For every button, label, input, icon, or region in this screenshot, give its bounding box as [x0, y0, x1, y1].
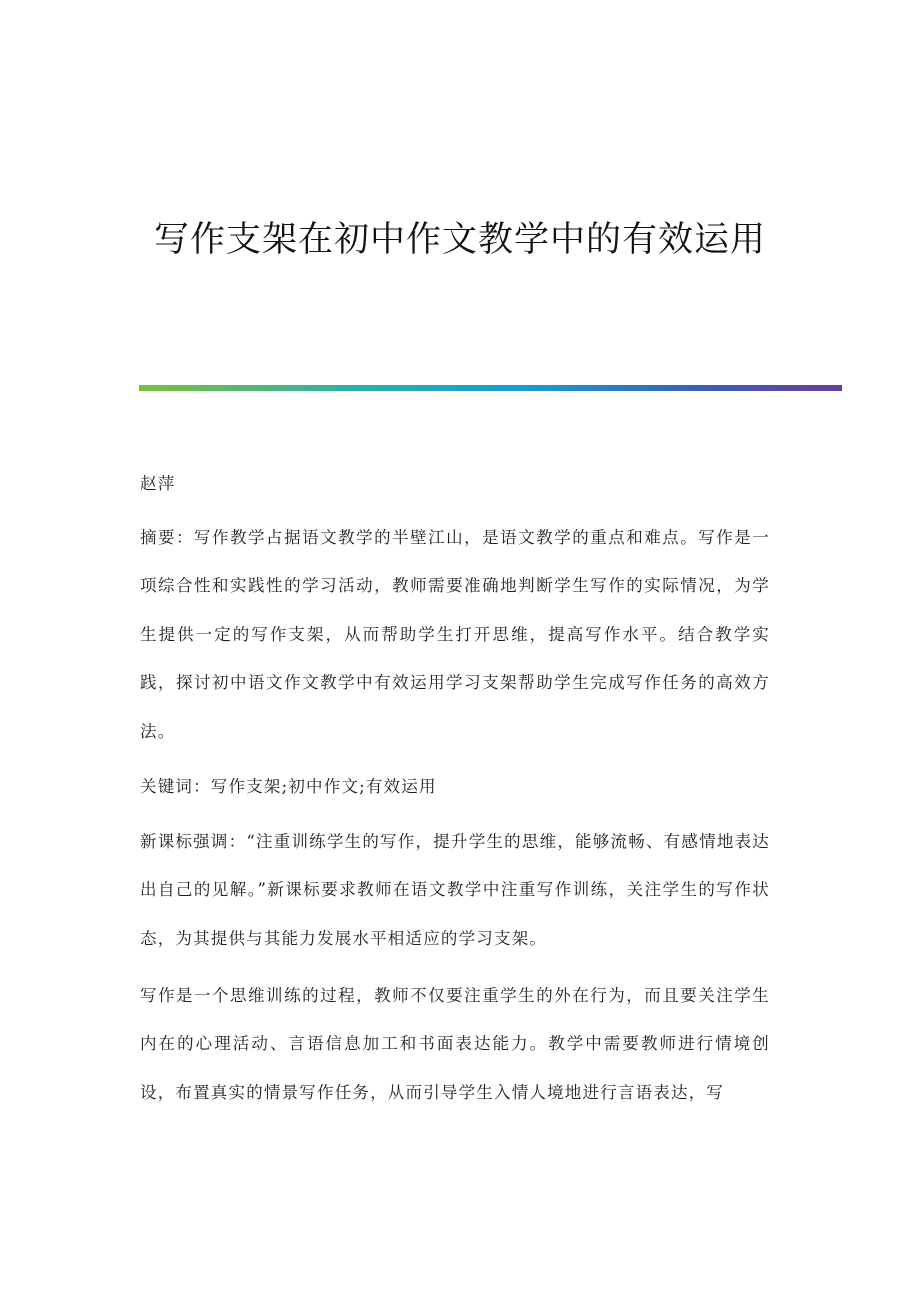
author-name: 赵萍: [140, 474, 176, 493]
document-title: 写作支架在初中作文教学中的有效运用: [153, 220, 766, 260]
body-paragraph: 新课标强调：“注重训练学生的写作，提升学生的思维，能够流畅、有感情地表达出自己的见解。”新课标要求教师在语文教学中注重写作训练，关注学生的写作状态，为其提供与其能力发展水平相适应的学习支架。: [140, 832, 770, 948]
title-divider: [139, 385, 842, 391]
keywords-line: 关键词：写作支架;初中作文;有效运用: [140, 777, 437, 796]
body-paragraph: 写作是一个思维训练的过程，教师不仅要注重学生的外在行为，而且要关注学生内在的心理活动、言语信息加工和书面表达能力。教学中需要教师进行情境创设，布置真实的情景写作任务，从而引导学生入情人境地进行言语表达，写: [140, 986, 770, 1102]
abstract-paragraph: 摘要：写作教学占据语文教学的半壁江山，是语文教学的重点和难点。写作是一项综合性和实践性的学习活动，教师需要准确地判断学生写作的实际情况，为学生提供一定的写作支架，从而帮助学生打开思维，提高写作水平。结合教学实践，探讨初中语文作文教学中有效运用学习支架帮助学生完成写作任务的高效方法。: [140, 528, 770, 741]
